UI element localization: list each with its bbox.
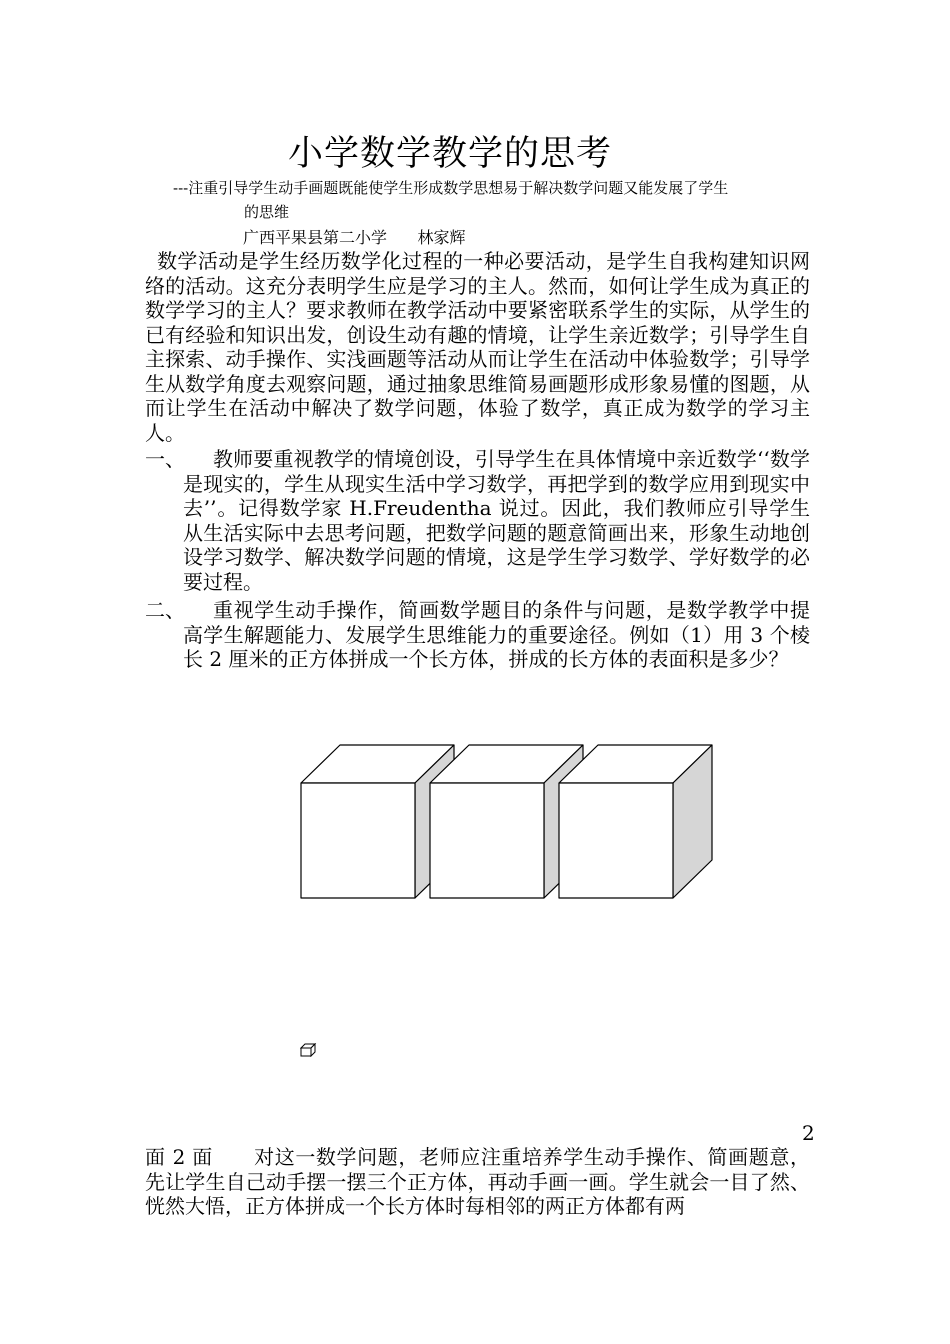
author-line: 广西平果县第二小学 林家辉 <box>243 228 466 247</box>
section-one-number: 一、 <box>145 447 185 471</box>
subtitle-line-1: ---注重引导学生动手画题既能使学生形成数学思想易于解决数学问题又能发展了学生 <box>173 179 729 197</box>
section-two-text: 重视学生动手操作，简画数学题目的条件与问题，是数学教学中提高学生解题能力、发展学生思维能力的重要途径。例如（1）用 3 个棱长 2 厘米的正方体拼成一个长方体，拼成的长方体的表面积是多少？ <box>183 598 810 671</box>
cube-3 <box>559 745 712 898</box>
three-cubes-figure <box>300 742 720 902</box>
section-one <box>145 447 810 594</box>
bottom-paragraph: 面 2 面 对这一数学问题，老师应注重培养学生动手操作、简画题意，先让学生自己动手摆一摆三个正方体，再动手画一画。学生就会一目了然、恍然大悟，正方体拼成一个长方体时每相邻的两正方体都有两 <box>145 1145 810 1218</box>
subtitle-line-2: 的思维 <box>244 203 290 221</box>
section-two-number: 二、 <box>145 598 185 622</box>
section-one-text: 教师要重视教学的情境创设，引导学生在具体情境中亲近数学‘‘数学是现实的，学生从现实生活中学习数学，再把学到的数学应用到现实中去’’。记得数学家 H.Freudentha 说过。因此，我们教师应引导学生从生活实际中去思考问题，把数学问题的题意简画出来，形象生动地创设学习数学、解决数学问题的情境，这是学生学习数学、学好数学的必要过程。 <box>183 447 810 594</box>
page-number: 2 <box>802 1121 815 1145</box>
section-two <box>145 598 810 672</box>
small-cube-icon <box>300 1043 318 1057</box>
document-subtitle <box>173 176 813 224</box>
document-title: 小学数学教学的思考 <box>287 134 612 174</box>
intro-paragraph: 数学活动是学生经历数学化过程的一种必要活动，是学生自我构建知识网络的活动。这充分表明学生应是学习的主人。然而，如何让学生成为真正的数学学习的主人？要求教师在教学活动中要紧密联系学生的实际，从学生的已有经验和知识出发，创设生动有趣的情境，让学生亲近数学；引导学生自主探索、动手操作、实浅画题等活动从而让学生在活动中体验数学；引导学生从数学角度去观察问题，通过抽象思维简易画题形成形象易懂的图题，从而让学生在活动中解决了数学问题，体验了数学，真正成为数学的学习主人。 <box>145 249 810 445</box>
